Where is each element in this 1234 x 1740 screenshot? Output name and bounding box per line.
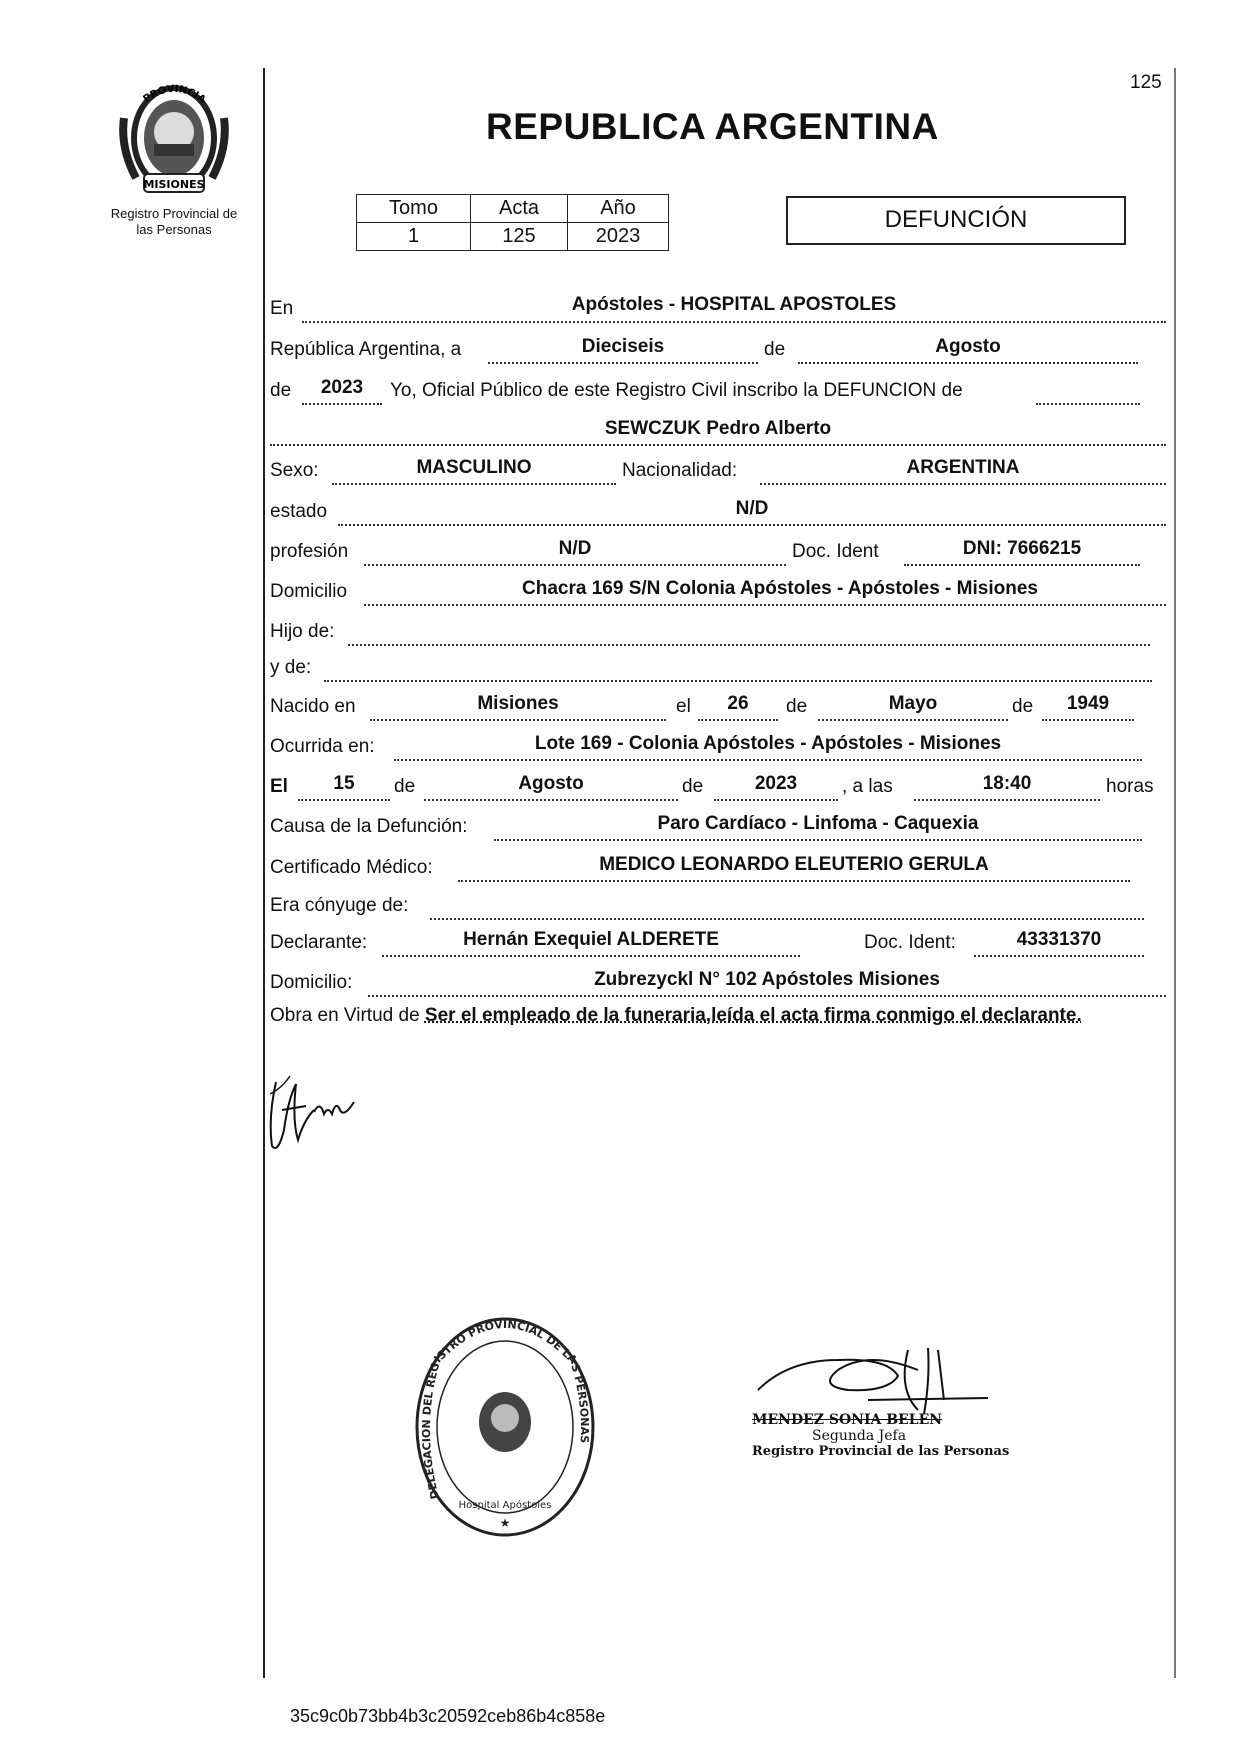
tomo-header: Tomo xyxy=(357,195,471,223)
document-hash: 35c9c0b73bb4b3c20592ceb86b4c858e xyxy=(290,1706,606,1726)
acta-value: 125 xyxy=(471,223,568,251)
nacionalidad-value: ARGENTINA xyxy=(906,457,1020,478)
ocurrida-value: Lote 169 - Colonia Apóstoles - Apóstoles - Misiones xyxy=(534,733,1002,754)
republica-label: República Argentina, a xyxy=(270,339,462,360)
month-value: Agosto xyxy=(935,336,1001,357)
muerte-mes-dots xyxy=(424,799,678,801)
nacido-anio-value: 1949 xyxy=(1066,693,1110,714)
svg-text:★: ★ xyxy=(499,1516,511,1530)
nacionalidad-label: Nacionalidad: xyxy=(622,460,738,481)
declarant-signature xyxy=(262,1070,372,1165)
inscribo-dots xyxy=(1036,403,1140,405)
muerte-mes-value: Agosto xyxy=(518,773,584,794)
anio-header: Año xyxy=(568,195,669,223)
year-dots xyxy=(302,403,382,405)
nacido-dia-dots xyxy=(698,719,778,721)
obra-value: Ser el empleado de la funeraria,leída el acta firma conmigo el declarante. xyxy=(424,1005,1082,1026)
domicilio-value: Chacra 169 S/N Colonia Apóstoles - Apóstoles - Misiones xyxy=(522,578,1038,599)
y-de-dots xyxy=(324,680,1152,682)
domicilio-label: Domicilio xyxy=(270,581,348,602)
domicilio2-dots xyxy=(368,995,1166,997)
domicilio-dots xyxy=(364,604,1166,606)
nacido-dia-value: 26 xyxy=(727,693,749,714)
declarante-doc-dots xyxy=(974,955,1144,957)
nacido-mes-value: Mayo xyxy=(888,693,938,714)
domicilio2-value: Zubrezyckl N° 102 Apóstoles Misiones xyxy=(594,969,940,990)
en-value: Apóstoles - HOSPITAL APOSTOLES xyxy=(571,294,897,315)
sexo-value: MASCULINO xyxy=(416,457,532,478)
hijo-label: Hijo de: xyxy=(270,621,335,642)
signer-institution: Registro Provincial de las Personas xyxy=(752,1444,1010,1459)
el-label: El xyxy=(270,776,288,797)
en-label: En xyxy=(270,298,294,319)
causa-dots xyxy=(494,839,1142,841)
muerte-de-label: de xyxy=(394,776,416,797)
y-de-label: y de: xyxy=(270,657,312,678)
logo-top-text: PROVINCIA xyxy=(141,83,208,106)
declarante-label: Declarante: xyxy=(270,932,368,953)
certificado-label: Certificado Médico: xyxy=(270,857,433,878)
doc-value: DNI: 7666215 xyxy=(962,538,1082,559)
profesion-dots xyxy=(364,564,786,566)
declarante-doc-value: 43331370 xyxy=(1016,929,1102,950)
sexo-label: Sexo: xyxy=(270,460,319,481)
nacido-label: Nacido en xyxy=(270,696,356,717)
certificado-dots xyxy=(458,880,1130,882)
page-number: 125 xyxy=(1130,72,1162,93)
causa-value: Paro Cardíaco - Linfoma - Caquexia xyxy=(657,813,979,834)
muerte-anio-value: 2023 xyxy=(754,773,798,794)
sexo-dots xyxy=(332,483,616,485)
declarante-dots xyxy=(382,955,800,957)
obra-paragraph xyxy=(270,1002,1166,1030)
logo-caption: Registro Provincial de las Personas xyxy=(110,206,238,237)
doc-dots xyxy=(904,564,1140,566)
signer-name: MENDEZ SONIA BELEN xyxy=(752,1412,943,1428)
nacido-el-label: el xyxy=(676,696,691,717)
name-dots xyxy=(270,444,1166,446)
stamp-outer-text: DELEGACION DEL REGISTRO PROVINCIAL DE LAS PERSONAS xyxy=(419,1317,592,1501)
left-border-line xyxy=(263,68,265,1678)
muerte-anio-dots xyxy=(714,799,838,801)
signer-role: Segunda Jefa xyxy=(812,1428,907,1444)
alas-label: , a las xyxy=(842,776,893,797)
ocurrida-dots xyxy=(394,759,1142,761)
inscribo-text: Yo, Oficial Público de este Registro Civil inscribo la DEFUNCION de xyxy=(390,380,963,401)
muerte-de2-label: de xyxy=(682,776,704,797)
nacido-anio-dots xyxy=(1042,719,1134,721)
hijo-dots xyxy=(348,644,1150,646)
profesion-value: N/D xyxy=(558,538,592,559)
estado-label: estado xyxy=(270,501,328,522)
nacido-lugar-dots xyxy=(370,719,666,721)
hora-value: 18:40 xyxy=(982,773,1032,794)
nacido-de-label: de xyxy=(786,696,808,717)
estado-dots xyxy=(338,524,1166,526)
hora-dots xyxy=(914,799,1100,801)
nacionalidad-dots xyxy=(760,483,1166,485)
registry-table xyxy=(356,194,669,251)
anio-value: 2023 xyxy=(568,223,669,251)
document-title: REPUBLICA ARGENTINA xyxy=(486,106,939,147)
tomo-value: 1 xyxy=(357,223,471,251)
en-dots xyxy=(302,321,1166,323)
stamp-inner-text: Hospital Apóstoles xyxy=(458,1500,552,1511)
official-stamp xyxy=(410,1312,600,1547)
misiones-coat-of-arms-logo xyxy=(118,78,230,196)
nacido-mes-dots xyxy=(818,719,1008,721)
year-value: 2023 xyxy=(320,377,364,398)
nacido-lugar-value: Misiones xyxy=(477,693,559,714)
doc-ident-label: Doc. Ident xyxy=(792,541,879,562)
ocurrida-label: Ocurrida en: xyxy=(270,736,375,757)
muerte-dia-dots xyxy=(298,799,390,801)
month-dots xyxy=(798,362,1138,364)
causa-label: Causa de la Defunción: xyxy=(270,816,468,837)
signer-block xyxy=(752,1412,1009,1459)
day-dots xyxy=(488,362,758,364)
muerte-dia-value: 15 xyxy=(333,773,355,794)
declarante-doc-label: Doc. Ident: xyxy=(864,932,956,953)
right-border-line xyxy=(1174,68,1176,1678)
document-type-box: DEFUNCIÓN xyxy=(786,196,1126,245)
estado-value: N/D xyxy=(735,498,769,519)
conyuge-dots xyxy=(430,918,1144,920)
de-year-label: de xyxy=(270,380,292,401)
deceased-name: SEWCZUK Pedro Alberto xyxy=(604,418,832,439)
domicilio2-label: Domicilio: xyxy=(270,972,353,993)
declarante-value: Hernán Exequiel ALDERETE xyxy=(463,929,719,950)
nacido-de2-label: de xyxy=(1012,696,1034,717)
profesion-label: profesión xyxy=(270,541,349,562)
obra-label: Obra en Virtud de xyxy=(270,1005,420,1026)
certificado-value: MEDICO LEONARDO ELEUTERIO GERULA xyxy=(599,854,989,875)
de-label: de xyxy=(764,339,786,360)
conyuge-label: Era cónyuge de: xyxy=(270,895,409,916)
horas-label: horas xyxy=(1106,776,1154,797)
acta-header: Acta xyxy=(471,195,568,223)
day-value: Dieciseis xyxy=(581,336,665,357)
logo-bottom-text: MISIONES xyxy=(143,178,205,191)
